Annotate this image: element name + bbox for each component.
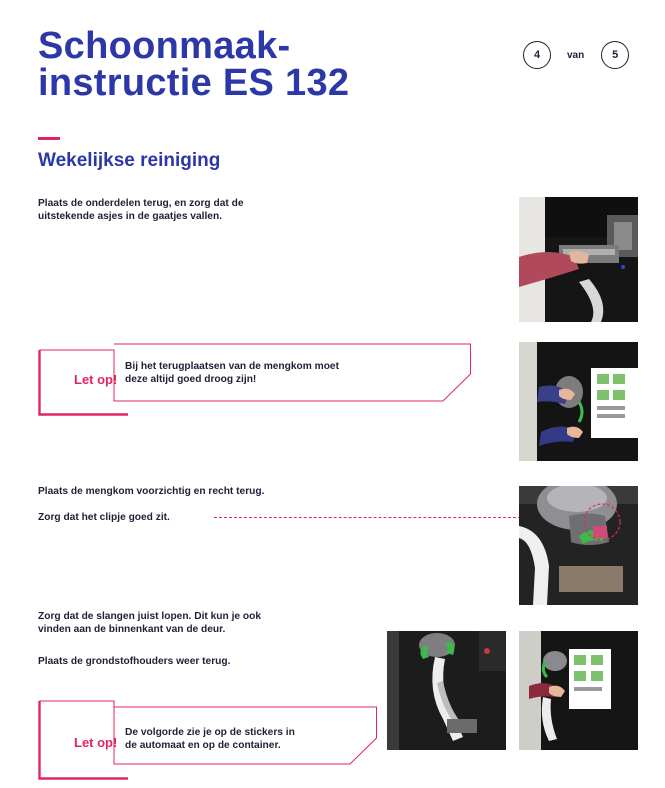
warning-text-line: de automaat en op de container. [125,740,281,751]
warning-text-line: deze altijd goed droog zijn! [125,374,257,385]
photo-hoses [387,631,506,750]
page-title [38,25,350,104]
step-text-containers: Plaats de grondstofhouders weer terug. [38,656,231,667]
step-text-hoses [38,610,261,636]
warning-text-line: Bij het terugplaatsen van de mengkom moet [125,361,339,372]
warning-label: Let op! [74,735,118,750]
photo-ingredient-containers [519,631,638,750]
step-text-line: uitstekende asjes in de gaatjes vallen. [38,211,223,222]
step-text-line: vinden aan de binnenkant van de deur. [38,624,226,635]
step-text-line: Plaats de onderdelen terug, en zorg dat de [38,198,244,209]
photo-clip-closeup [519,486,638,605]
step-text-replace-parts [38,197,244,223]
photo-mixing-bowl-hands [519,342,638,461]
warning-text [125,360,339,386]
warning-label: Let op! [74,372,118,387]
warning-text [125,726,295,752]
step-text-clip: Zorg dat het clipje goed zit. [38,512,170,523]
total-pages-number: 5 [601,41,629,69]
page-separator: van [567,49,585,61]
warning-text-line: De volgorde zie je op de stickers in [125,727,295,738]
accent-bar [38,137,60,140]
current-page-number: 4 [523,41,551,69]
page-title-line1: Schoonmaak- [38,25,291,67]
warning-note-order [38,689,378,781]
warning-note-dry [38,338,472,416]
section-title: Wekelijkse reiniging [38,150,221,171]
page-indicator [523,41,629,69]
step-text-line: Zorg dat de slangen juist lopen. Dit kun je ook [38,611,262,622]
photo-replace-parts [519,197,638,322]
clip-pointer-line [214,517,536,518]
page-title-line2: instructie ES 132 [38,62,350,104]
step-text-mixing-bowl: Plaats de mengkom voorzichtig en recht terug. [38,486,265,497]
